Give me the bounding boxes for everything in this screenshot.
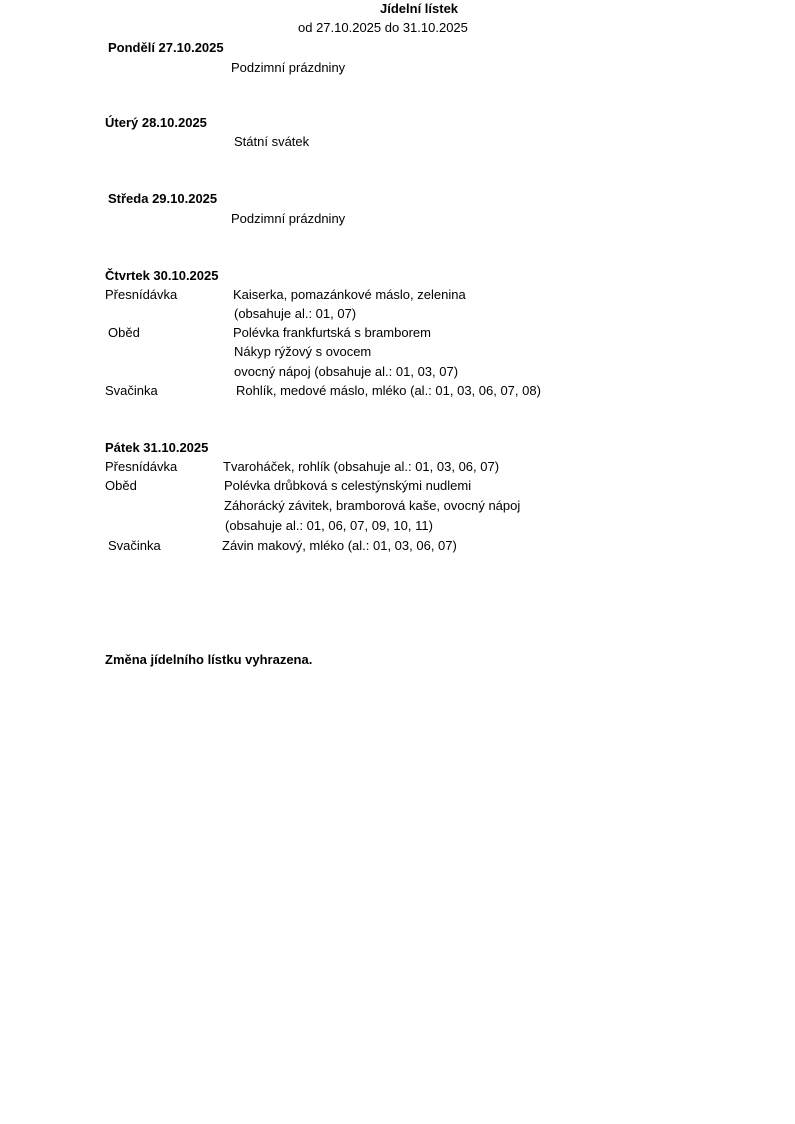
meal-line: (obsahuje al.: 01, 07) bbox=[234, 306, 357, 321]
meal-label-snack-am-thursday: Přesnídávka bbox=[105, 287, 178, 302]
meal-line: Nákyp rýžový s ovocem bbox=[234, 344, 372, 359]
meal-label-snack-pm-thursday: Svačinka bbox=[105, 383, 158, 398]
day-note-wednesday: Podzimní prázdniny bbox=[231, 211, 346, 226]
meal-label-snack-pm-friday: Svačinka bbox=[108, 538, 161, 553]
meal-line: Polévka drůbková s celestýnskými nudlemi bbox=[224, 478, 472, 493]
date-range: od 27.10.2025 do 31.10.2025 bbox=[298, 20, 468, 35]
meal-line: Rohlík, medové máslo, mléko (al.: 01, 03, 06, 07, 08) bbox=[236, 383, 541, 398]
day-heading-wednesday: Středa 29.10.2025 bbox=[108, 191, 218, 206]
meal-label-snack-am-friday: Přesnídávka bbox=[105, 459, 178, 474]
meal-line: ovocný nápoj (obsahuje al.: 01, 03, 07) bbox=[234, 364, 459, 379]
meal-line: Závin makový, mléko (al.: 01, 03, 06, 07) bbox=[222, 538, 457, 553]
day-note-monday: Podzimní prázdniny bbox=[231, 60, 346, 75]
meal-line: Záhorácký závitek, bramborová kaše, ovocný nápoj bbox=[224, 498, 521, 513]
day-note-tuesday: Státní svátek bbox=[234, 134, 310, 149]
page-title: Jídelní lístek bbox=[380, 1, 459, 16]
meal-line: Tvaroháček, rohlík (obsahuje al.: 01, 03, 06, 07) bbox=[223, 459, 500, 474]
day-heading-monday: Pondělí 27.10.2025 bbox=[108, 40, 224, 55]
day-heading-tuesday: Úterý 28.10.2025 bbox=[105, 115, 207, 130]
meal-line: Polévka frankfurtská s bramborem bbox=[233, 325, 431, 340]
day-heading-friday: Pátek 31.10.2025 bbox=[105, 440, 209, 455]
day-heading-thursday: Čtvrtek 30.10.2025 bbox=[105, 268, 219, 283]
meal-label-lunch-thursday: Oběd bbox=[108, 325, 140, 340]
meal-line: (obsahuje al.: 01, 06, 07, 09, 10, 11) bbox=[225, 518, 433, 533]
menu-change-notice: Změna jídelního lístku vyhrazena. bbox=[105, 652, 313, 667]
meal-line: Kaiserka, pomazánkové máslo, zelenina bbox=[233, 287, 466, 302]
meal-label-lunch-friday: Oběd bbox=[105, 478, 137, 493]
